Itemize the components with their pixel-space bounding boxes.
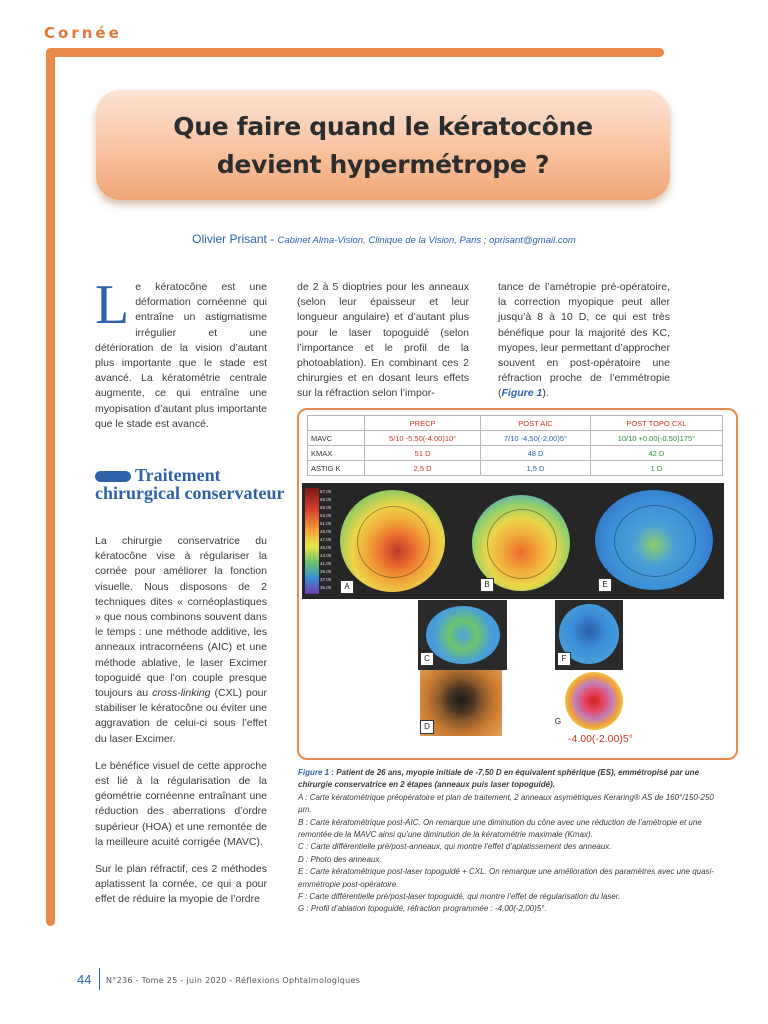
decorative-bar-left <box>46 48 55 926</box>
table-header-post-topo: POST TOPO CXL <box>590 416 722 431</box>
caption-item-g: G : Profil d’ablation topoguidé, réfraction programmée : -4,00(-2,00)5°. <box>298 904 547 914</box>
table-row <box>308 461 723 476</box>
column-3-paragraph: tance de l’amétropie pré-opératoire, la correction myopique peut aller jusqu’à 8 à 10 D, ce qui est très bénéfique pour la majorité des KC, myopes, leur permettant d’approcher souvent en post-opératoire une réfraction proche de l’emmétropie ( <box>498 281 670 400</box>
panel-label-a: A <box>340 580 354 594</box>
cell-post-aic: 7/10 -4,50(-2,00)5° <box>481 431 591 446</box>
table-header-post-aic: POST AIC <box>481 416 591 431</box>
scale-tick-label: 55.00 <box>320 505 332 510</box>
scale-tick-label: 65.00 <box>320 497 332 502</box>
footer-divider <box>99 968 100 990</box>
scale-tick-label: 49.00 <box>320 529 332 534</box>
table-row <box>308 446 723 461</box>
caption-item-a: A : Carte kératométrique préopératoire et plan de traitement, 2 anneaux asymétriques Keraring® AS de 160°/150-250 µm. <box>298 792 714 815</box>
scale-tick-label: 41.00 <box>320 561 332 566</box>
body-paragraph-2: Le bénéfice visuel de cette approche est lié à la régularisation de la géométrie cornéenne entraînant une réduction des aberrations d’ordre supérieur (HOA) et une remontée de la meilleure acuité corrigée (MAVC). <box>95 759 267 848</box>
heading-marker <box>95 471 131 482</box>
column-2-paragraph: de 2 à 5 dioptries pour les anneaux (selon leur épaisseur et leur longueur angulaire) et d’autant plus pour le laser topoguidé (selon l’importance et le profil de la photoablation). En combinant ces 2 chirurgies et en dosant leurs effets sur la réfraction selon l’impor- <box>297 281 469 400</box>
panel-label-b: B <box>480 578 494 592</box>
cell-post-topo: 42 D <box>590 446 722 461</box>
refraction-table <box>307 415 723 476</box>
map-e-ring <box>614 505 696 577</box>
intro-paragraph: e kératocône est une déformation cornéenne qui entraîne un astigmatisme irrégulier et une détérioration de la vision d’autant plus importante que le stade est avancé. La kératométrie centrale augmente, ce qui entraîne une myopisation d’autant plus importante que le stade est avancé. <box>95 281 267 430</box>
column-3-end: ). <box>542 387 549 400</box>
panel-label-g: G <box>554 717 562 726</box>
page-number: 44 <box>77 972 92 987</box>
row-label: ASTIG K <box>308 461 365 476</box>
programmed-refraction: -4.00(-2.00)5° <box>568 733 633 745</box>
scale-tick-label: 53.00 <box>320 513 332 518</box>
table-header-row <box>308 416 723 431</box>
table-header-preop: PRECP <box>365 416 481 431</box>
body-paragraph-1: La chirurgie conservatrice du kératocône vise à régulariser la cornée pour améliorer la fonction visuelle. Nous disposons de 2 techniques dites « cornéoplastiques » que nous combinons souvent dans le temps : une méthode additive, les anneaux intracornéens (AIC) et une méthode ablative, le laser Excimer topoguidé que l’on couple presque toujours au <box>95 535 267 700</box>
column-2 <box>297 280 469 414</box>
map-b-ring <box>487 509 557 579</box>
map-a-ring <box>357 506 430 578</box>
column-1-intro <box>95 274 267 444</box>
figure-caption <box>298 767 728 916</box>
panel-label-d: D <box>420 720 434 734</box>
caption-item-b: B : Carte kératométrique post-AIC. On remarque une diminution du cône avec une réduction de l’amétropie et une remontée de la MAVC ainsi qu’une diminution de la kératométrie maximale (Kmax). <box>298 817 702 840</box>
author-name: Olivier Prisant <box>192 232 267 246</box>
cell-preop: 5/10 -5.50(-4.00)10° <box>365 431 481 446</box>
section-label: Cornée <box>44 24 122 42</box>
scale-tick-label: 45.00 <box>320 545 332 550</box>
decorative-bar-top <box>46 48 664 57</box>
caption-item-c: C : Carte différentielle pré/post-anneaux, qui montre l’effet d’aplatissement des anneaux. <box>298 842 612 852</box>
author-separator: - <box>266 232 278 246</box>
panel-label-e: E <box>598 578 612 592</box>
cell-post-aic: 1,5 D <box>481 461 591 476</box>
author-line <box>0 232 768 246</box>
body-paragraph-3: Sur le plan réfractif, ces 2 méthodes aplatissent la cornée, ce qui a pour effet de réduire la myopie de l’ordre <box>95 863 267 906</box>
body-italic-term: cross-linking <box>152 687 211 700</box>
scale-tick-label: 51.00 <box>320 521 332 526</box>
scale-tick-label: 47.00 <box>320 537 332 542</box>
caption-headline: Patient de 26 ans, myopie initiale de -7,50 D en équivalent sphérique (ES), emmétropisé par une chirurgie conservatrice en 2 étapes (anneaux puis laser topoguidé). <box>298 768 700 790</box>
article-title <box>96 108 670 184</box>
cell-post-aic: 48 D <box>481 446 591 461</box>
ablation-profile-g <box>565 672 623 730</box>
caption-title: Figure 1 : <box>298 768 335 777</box>
scale-tick-label: 67.00 <box>320 489 332 494</box>
author-affiliation: Cabinet Alma-Vision, Clinique de la Vision, Paris ; oprisant@gmail.com <box>277 235 576 246</box>
row-label: KMAX <box>308 446 365 461</box>
scale-tick-label: 35.00 <box>320 585 332 590</box>
title-line-2: devient hypermétrope ? <box>216 150 550 179</box>
panel-label-c: C <box>420 652 434 666</box>
figure-reference: Figure 1 <box>501 387 543 400</box>
title-line-1: Que faire quand le kératocône <box>173 112 593 141</box>
journal-info: N°236 - Tome 25 - juin 2020 - Réflexions Ophtalmologiques <box>106 976 361 985</box>
caption-item-e: E : Carte kératométrique post-laser topoguidé + CXL. On remarque une amélioration des paramètres avec une quasi-emmétropie post-opératoire. <box>298 867 714 889</box>
body-paragraph-1-end: (CXL) pour stabiliser le kératocône ou éviter une aggravation de celui-ci sous l’effet du laser Excimer. <box>95 687 267 745</box>
row-label: MAVC <box>308 431 365 446</box>
heading-text: Traitement chirurgical conservateur <box>95 465 285 503</box>
caption-item-f: F : Carte différentielle pré/post-laser topoguidé, qui montre l’effet de régularisation du laser. <box>298 892 621 902</box>
cell-post-topo: 10/10 +0.00(-0.50)175° <box>590 431 722 446</box>
table-header-empty <box>308 416 365 431</box>
scale-tick-label: 37.00 <box>320 577 332 582</box>
column-1-body <box>95 534 267 920</box>
drop-cap: L <box>95 274 130 336</box>
scale-tick-label: 39.00 <box>320 569 332 574</box>
caption-item-d: D : Photo des anneaux. <box>298 854 382 864</box>
cell-post-topo: 1 D <box>590 461 722 476</box>
panel-label-f: F <box>557 652 571 666</box>
color-scale-bar <box>305 488 319 594</box>
table-row <box>308 431 723 446</box>
scale-tick-label: 43.00 <box>320 553 332 558</box>
cell-preop: 2,5 D <box>365 461 481 476</box>
map-c-disc <box>426 606 500 664</box>
cell-preop: 51 D <box>365 446 481 461</box>
section-heading <box>95 466 295 502</box>
column-3 <box>498 280 670 414</box>
